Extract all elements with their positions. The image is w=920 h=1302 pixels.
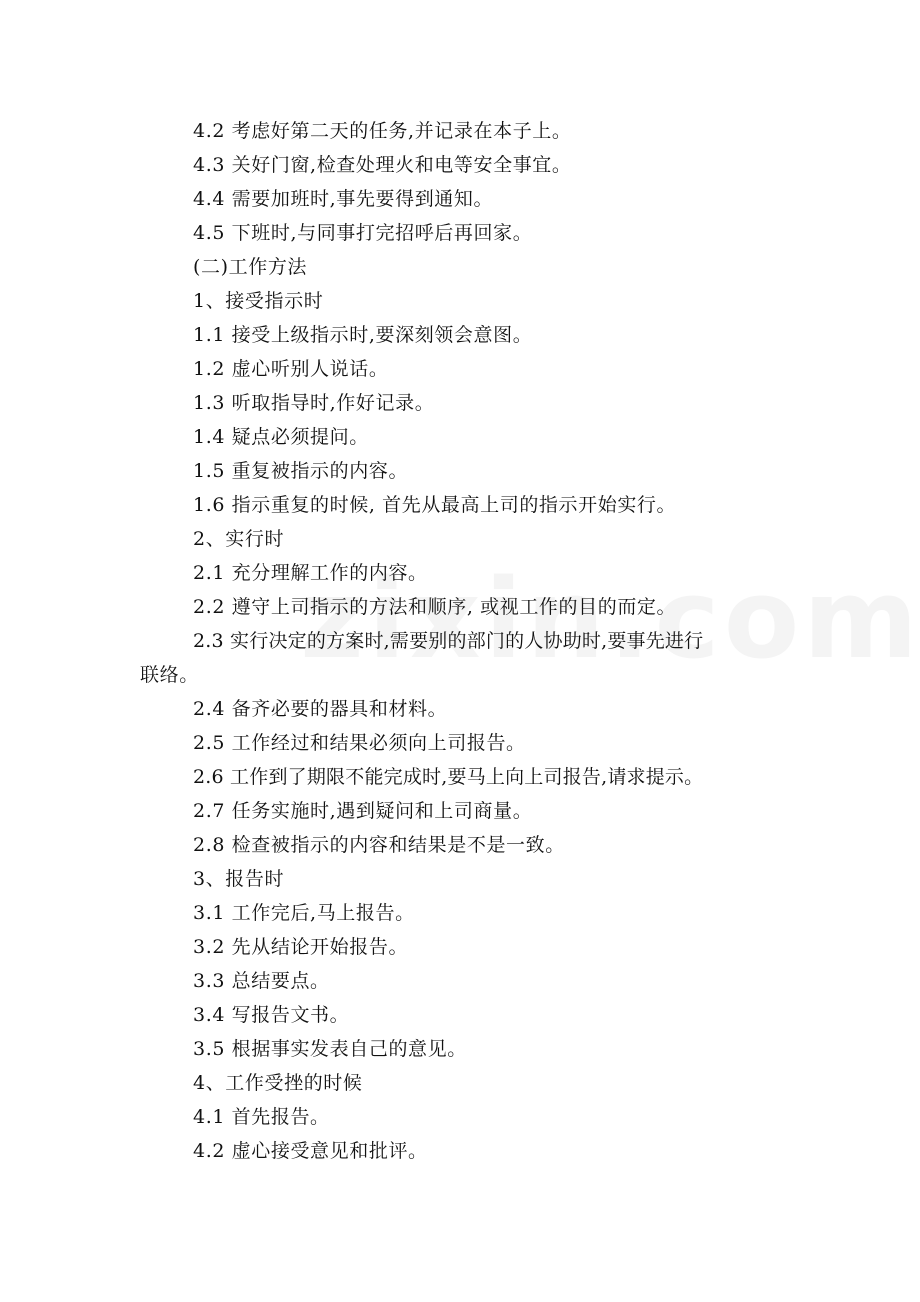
text-line: 2.1 充分理解工作的内容。 xyxy=(193,562,428,584)
text-line: 4.2 考虑好第二天的任务,并记录在本子上。 xyxy=(193,120,572,142)
text-line: 4.4 需要加班时,事先要得到通知。 xyxy=(193,188,494,210)
text-line: 2.2 遵守上司指示的方法和顺序, 或视工作的目的而定。 xyxy=(193,596,677,618)
text-line: 2.6 工作到了期限不能完成时,要马上向上司报告,请求提示。 xyxy=(193,766,704,788)
text-line: 3.1 工作完后,马上报告。 xyxy=(193,902,415,924)
text-line: 1.1 接受上级指示时,要深刻领会意图。 xyxy=(193,324,533,346)
text-line: 4.3 关好门窗,检查处理火和电等安全事宜。 xyxy=(193,154,572,176)
text-line: 4.2 虚心接受意见和批评。 xyxy=(193,1140,428,1162)
text-line: 3.5 根据事实发表自己的意见。 xyxy=(193,1038,467,1060)
text-line: 2.4 备齐必要的器具和材料。 xyxy=(193,698,448,720)
subsection-heading: 4、工作受挫的时候 xyxy=(193,1072,363,1094)
text-line: 1.5 重复被指示的内容。 xyxy=(193,460,409,482)
text-line: 3.4 写报告文书。 xyxy=(193,1004,350,1026)
text-line-continuation: 联络。 xyxy=(140,664,199,686)
text-line: 1.6 指示重复的时候, 首先从最高上司的指示开始实行。 xyxy=(193,494,677,516)
text-line: 2.7 任务实施时,遇到疑问和上司商量。 xyxy=(193,800,533,822)
text-line: 3.2 先从结论开始报告。 xyxy=(193,936,409,958)
text-line: 1.3 听取指导时,作好记录。 xyxy=(193,392,435,414)
document-body xyxy=(140,114,790,1168)
text-line: 2.5 工作经过和结果必须向上司报告。 xyxy=(193,732,526,754)
subsection-heading: 3、报告时 xyxy=(193,868,285,890)
text-line: 4.5 下班时,与同事打完招呼后再回家。 xyxy=(193,222,533,244)
text-line: 4.1 首先报告。 xyxy=(193,1106,330,1128)
text-line: 1.4 疑点必须提问。 xyxy=(193,426,369,448)
text-line: 2.8 检查被指示的内容和结果是不是一致。 xyxy=(193,834,565,856)
subsection-heading: 1、接受指示时 xyxy=(193,290,324,312)
text-line: 3.3 总结要点。 xyxy=(193,970,330,992)
section-heading: (二)工作方法 xyxy=(193,256,308,278)
text-line: 1.2 虚心听别人说话。 xyxy=(193,358,389,380)
subsection-heading: 2、实行时 xyxy=(193,528,285,550)
text-line: 2.3 实行决定的方案时,需要别的部门的人协助时,要事先进行 xyxy=(193,630,704,652)
